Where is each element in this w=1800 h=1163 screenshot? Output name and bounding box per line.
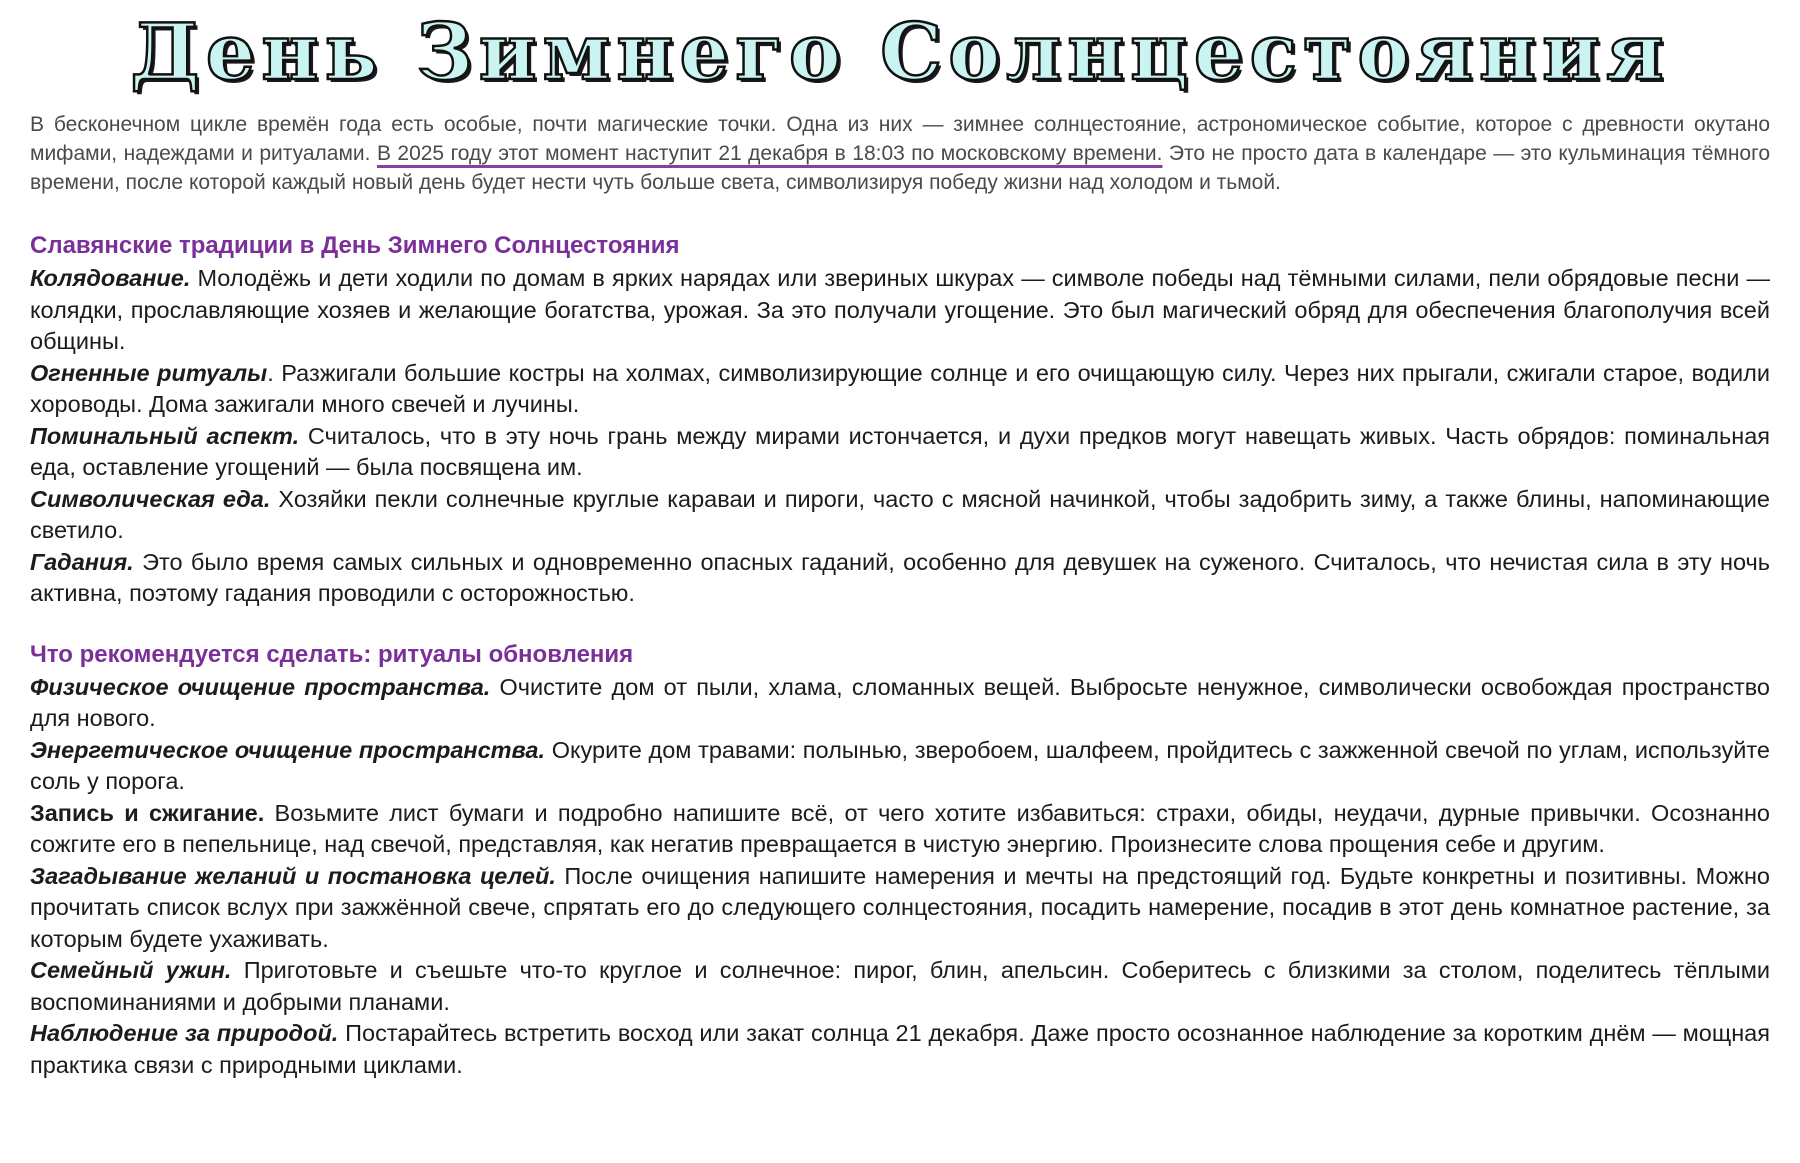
list-item (30, 672, 1770, 735)
item-term: Гадания. (30, 548, 134, 575)
list-item (30, 1018, 1770, 1081)
page-title: День Зимнего Солнцестояния (130, 7, 1670, 98)
section-title: Славянские традиции в День Зимнего Солнцестояния (30, 232, 680, 259)
list-item (30, 358, 1770, 421)
intro-text-part2: Это не просто дата в календаре — это кульминация тёмного времени, после которой каждый новый день будет нести чуть больше света, символизируя победу жизни над холодом и тьмой. (30, 142, 1770, 194)
intro-paragraph (30, 110, 1770, 197)
item-text: После очищения напишите намерения и мечты на предстоящий год. Будьте конкретны и позитивны. Можно прочитать список вслух при зажжённой свече, спрятать его до следующего солнцестояния, посадить намерение, посадив в этот день комнатное растение, за которым будете ухаживать. (30, 862, 1770, 952)
section-slavic-traditions (30, 231, 1770, 610)
item-text: Это было время самых сильных и одновременно опасных гаданий, особенно для девушек на суженого. Считалось, что нечистая сила в эту ночь активна, поэтому гадания проводили с осторожностью. (30, 548, 1770, 606)
section-title: Что рекомендуется сделать: ритуалы обновления (30, 640, 634, 668)
list-item (30, 735, 1770, 798)
item-term: Запись и сжигание. (30, 799, 265, 826)
item-term: Поминальный аспект. (30, 422, 300, 449)
item-text: Приготовьте и съешьте что-то круглое и солнечное: пирог, блин, апельсин. Соберитесь с близкими за столом, поделитесь тёплыми воспоминаниями и добрыми планами. (30, 957, 1770, 1015)
item-text: . Разжигали большие костры на холмах, символизирующие солнце и его очищающую силу. Через них прыгали, сжигали старое, водили хороводы. Дома зажигали много свечей и лучины. (30, 359, 1770, 417)
list-item (30, 955, 1770, 1018)
list-item (30, 861, 1770, 956)
section-renewal-rituals (30, 640, 1770, 1082)
item-term: Огненные ритуалы (30, 359, 268, 386)
item-text: Считалось, что в эту ночь грань между мирами истончается, и духи предков могут навещать живых. Часть обрядов: поминальная еда, оставление угощений — была посвящена им. (30, 422, 1771, 480)
item-text: Хозяйки пекли солнечные круглые караваи и пироги, часто с мясной начинкой, чтобы задобрить зиму, а также блины, напоминающие светило. (30, 485, 1771, 543)
item-term: Физическое очищение пространства. (30, 673, 491, 700)
list-item (30, 263, 1770, 358)
item-term: Семейный ужин. (30, 957, 232, 983)
item-text: Молодёжь и дети ходили по домам в ярких нарядах или звериных шкурах — символе победы над тёмными силами, пели обрядовые песни — колядки, прославляющие хозяев и желающие богатства, урожая. За это получали угощение. Это был магический обряд для обеспечения благополучия всей общины. (30, 265, 1770, 354)
item-text: Окурите дом травами: полынью, зверобоем, шалфеем, пройдитесь с зажженной свечой по углам, используйте соль у порога. (30, 736, 1770, 794)
intro-highlight-date: В 2025 году этот момент наступит 21 декабря в 18:03 по московскому времени. (376, 142, 1163, 165)
item-term: Колядование. (30, 265, 191, 291)
item-text: Очистите дом от пыли, хлама, сломанных вещей. Выбросьте ненужное, символически освобождая пространство для нового. (30, 673, 1771, 731)
list-item (30, 484, 1770, 547)
item-text: Возьмите лист бумаги и подробно напишите всё, от чего хотите избавиться: страхи, обиды, неудачи, дурные привычки. Осознанно сожгите его в пепельнице, над свечой, представляя, как негатив превращается в чистую энергию. Произнесите слова прощения себе и другим. (30, 799, 1770, 857)
list-item (30, 421, 1770, 484)
intro-text-part1: В бесконечном цикле времён года есть особые, почти магические точки. Одна из них — зимнее солнцестояние, астрономическое событие, которое с древности окутано мифами, надеждами и ритуалами. (30, 113, 1770, 165)
list-item (30, 547, 1770, 610)
item-term: Энергетическое очищение пространства. (30, 736, 546, 763)
list-item (30, 798, 1770, 861)
item-term: Наблюдение за природой. (30, 1020, 339, 1046)
item-term: Символическая еда. (30, 485, 271, 512)
item-text: Постарайтесь встретить восход или закат солнца 21 декабря. Даже просто осознанное наблюдение за коротким днём — мощная практика связи с природными циклами. (30, 1020, 1770, 1078)
item-term: Загадывание желаний и постановка целей. (30, 862, 556, 889)
